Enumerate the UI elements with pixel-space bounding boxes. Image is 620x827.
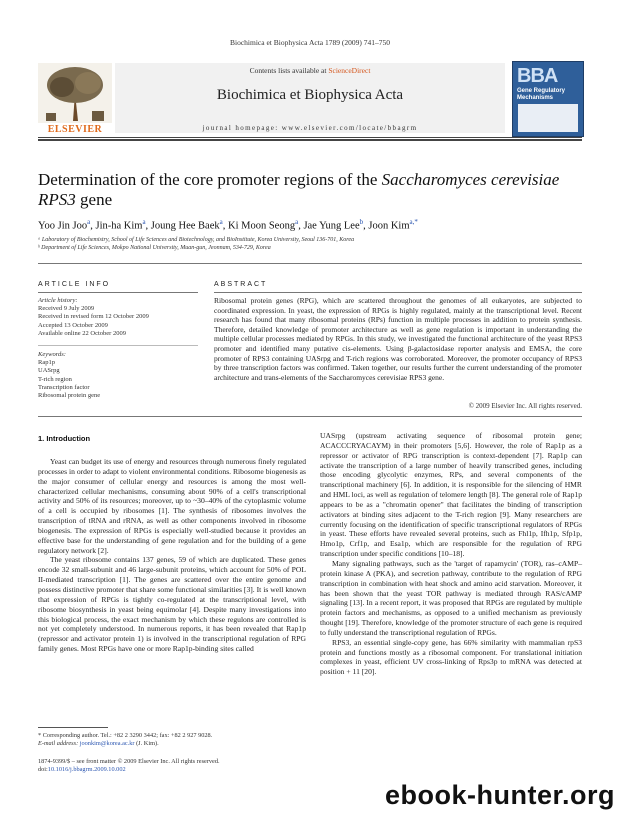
- abstract-rule: [214, 292, 582, 293]
- affiliation-rule: [38, 263, 582, 264]
- paragraph: Many signaling pathways, such as the 'target of rapamycin' (TOR), ras–cAMP–protein kinase A (PKA), and secretion pathway, contribute to the regulation of RPG transcription in combination with heat shock and amino acid starvation. Moreover, it has been shown that the yeast TOR pathway is mediated through RAS/cAMP signaling [13]. In a recent report, it was proposed that RPGs are regulated by multiple protein factors and mechanisms, as opposed to a unified mechanism as previously thought [19]. Therefore, knowledge of the promoter structure of each gene is required to fully understand the transcriptional regulation of RPGs.: [320, 558, 582, 637]
- affiliation-b: ᵇ Department of Life Sciences, Mokpo National University, Muan-gun, Jeonnam, 534-729, Korea: [38, 245, 271, 251]
- author-name[interactable]: Yoo Jin Joo: [38, 220, 88, 232]
- author-name[interactable]: Jae Yung Lee: [303, 220, 360, 232]
- footnote-rule: [38, 727, 108, 728]
- email-label: E-mail address:: [38, 740, 79, 747]
- keywords-heading: Keywords:: [38, 351, 66, 358]
- author-affil[interactable]: b: [359, 218, 364, 226]
- footnote: [38, 732, 306, 748]
- author-affil[interactable]: a,*: [409, 218, 418, 226]
- article-info-rule: [38, 292, 198, 293]
- watermark: ebook-hunter.org: [385, 780, 615, 810]
- keywords: [38, 351, 198, 400]
- header-rule: [38, 137, 582, 138]
- history-rule: [38, 345, 198, 346]
- body-column-right: [320, 431, 582, 677]
- history-line: Received 9 July 2009: [38, 305, 95, 313]
- author-affil[interactable]: a: [295, 218, 299, 226]
- cover-subtitle: Gene Regulatory Mechanisms: [517, 88, 566, 101]
- history-line: Accepted 13 October 2009: [38, 321, 108, 329]
- author-affil[interactable]: a: [142, 218, 146, 226]
- paragraph: Yeast can budget its use of energy and resources through numerous finely regulated processes in order to adapt to violent environmental conditions. Ribosome biogenesis as the major consumer of cellular energy and resources is among the most well-characterized cellular mechanisms, consuming about 90% of a cell's transcriptional activity and 50% of its resources; moreover, up to ~30–40% of the cytoplasmic volume of a cell is occupied by ribosomes [1]. The synthesis of ribosomes involves the transcription of tRNA and rRNA, as well as other components involved in ribosome biogenesis. The expression of RPGs is especially well-studied because it provides an effective base for the understanding of gene regulation and for the building of a gene regulatory network [2].: [38, 457, 306, 555]
- contents-text: Contents lists available at: [249, 66, 327, 75]
- cover-title: BBA: [517, 65, 558, 87]
- author-affil[interactable]: a: [87, 218, 91, 226]
- author-name[interactable]: Joon Kim: [368, 220, 410, 232]
- journal-cover: [512, 61, 584, 137]
- intro-heading: 1. Introduction: [38, 434, 91, 443]
- author-list: Yoo Jin Joo$^a$, Jin-ha Kim$^a$, Joung Hee Baek$^a$, Ki Moon Seong$^a$, Jae Yung Lee$^b$, Joon Kim$^{a,*}$: [38, 218, 418, 232]
- keyword-item: T-rich region: [38, 375, 72, 383]
- footnote-contact: * Corresponding author. Tel.: +82 2 3290 3442; fax: +82 2 927 9028.: [38, 732, 213, 739]
- doi-link[interactable]: 10.1016/j.bbagrm.2009.10.002: [47, 766, 126, 773]
- journal-title: Biochimica et Biophysica Acta: [216, 87, 404, 103]
- copyright: © 2009 Elsevier Inc. All rights reserved.: [468, 402, 582, 410]
- author-name[interactable]: Ki Moon Seong: [227, 220, 296, 232]
- contents-line: [115, 66, 505, 75]
- header-rule-thick: [38, 139, 582, 141]
- abstract-bottom-rule: [38, 416, 582, 417]
- keyword-item: Ribosomal protein gene: [38, 392, 101, 400]
- doi-label: doi:: [38, 766, 48, 773]
- article-info-label: ARTICLE INFO: [38, 281, 111, 288]
- issn-block: [38, 758, 306, 774]
- elsevier-wordmark: ELSEVIER: [47, 124, 103, 135]
- affiliation-a: ᵃ Laboratory of Biochemistry, School of Life Sciences and Biotechnology, and BioInstitute, Korea University, Seoul 136-701, Korea: [38, 237, 355, 243]
- keyword-item: Rap1p: [38, 359, 55, 367]
- email-suffix: (J. Kim).: [134, 740, 159, 747]
- abstract-text: Ribosomal protein genes (RPG), which are scattered throughout the genomes of all eukaryotes, are subjected to coordinated expression. In yeast, the expression of RPGs is highly regulated, mainly at the transcriptional level. Recent research has found that many ribosomal proteins (RPs) function in multiple processes in addition to protein synthesis. Therefore, detailed knowledge of promoter architecture as well as gene regulation is important in understanding the multiple cellular processes mediated by RPGs. In this study, we investigated the functional architecture of the yeast RPS3 promoter and identified many putative cis-elements. Using β-galactosidase reporter analysis and EMSA, the core promoter of RPS3 containing UASrpg and T-rich regions was corroborated. Moreover, the promoter occupancy of RPS3 by three transcription factors was confirmed. Taken together, our results further the current understanding of the promoter architecture and trans-elements of the Saccharomyces cerevisiae RPS3 gene.: [214, 296, 582, 382]
- history-heading: Article history:: [38, 297, 78, 304]
- body-column-left: [38, 457, 306, 654]
- article-title: [38, 170, 578, 210]
- history-line: Available online 22 October 2009: [38, 329, 126, 337]
- sciencedirect-link[interactable]: ScienceDirect: [328, 66, 371, 75]
- paragraph: RPS3, an essential single-copy gene, has 66% similarity with mammalian rpS3 protein and functions mostly as a ribosomal component. For translational initiation complexes in yeast, efficient UV cross-linking of Rps3p to mRNA was detected at position + 11 [20].: [320, 637, 582, 677]
- running-header: Biochimica et Biophysica Acta 1789 (2009) 741–750: [230, 38, 390, 47]
- author-affil[interactable]: a: [219, 218, 223, 226]
- footnote-email-line: [38, 740, 306, 748]
- doi-line: [38, 766, 306, 774]
- author-name[interactable]: Jin-ha Kim: [95, 220, 143, 232]
- abstract-label: ABSTRACT: [214, 281, 268, 288]
- email-link[interactable]: joonkim@korea.ac.kr: [79, 740, 135, 747]
- paragraph: UASrpg (upstream activating sequence of ribosomal protein gene; ACACCCRYACAYM) in their promoters [5,6]. However, the role of Rap1p as a repressor or activator of RPG transcription is context-dependent [7]. Rap1p can activate the transcription of a large number of heavily transcribed genes, including those encoding glycolytic enzymes, RPs, and several components of the transcriptional machinery [6]. In addition, it is responsible for the silencing of HMR and HML loci, as well as regulation of telomere length [8]. The general role of Rap1p appears to be as a "chromatin opener" that facilitates the binding of transcription activators at binding sites adjacent to the T-rich region [9]. Many researchers are currently focusing on the identification of specific transcriptional regulators of RPGs in yeast. These efforts have revealed several proteins, such as Fhl1p, Ifh1p, Sfp1p, Hmo1p, Crf1p, and Esa1p, which are responsible for the regulation of RPG transcription under specific conditions [10–18].: [320, 431, 582, 559]
- author-name[interactable]: Joung Hee Baek: [150, 220, 220, 232]
- title-suffix: gene: [75, 190, 113, 209]
- article-history: [38, 297, 198, 338]
- cover-artwork: [518, 104, 578, 132]
- title-species: Saccharomyces cerevisiae: [381, 170, 560, 189]
- title-prefix: Determination of the core promoter regions of the: [38, 170, 382, 189]
- keyword-item: Transcription factor: [38, 383, 90, 391]
- keyword-item: UASrpg: [38, 367, 60, 375]
- journal-homepage[interactable]: journal homepage: www.elsevier.com/locate/bbagrm: [202, 124, 418, 132]
- history-line: Received in revised form 12 October 2009: [38, 313, 149, 321]
- issn-line: 1874-9399/$ – see front matter © 2009 Elsevier Inc. All rights reserved.: [38, 758, 220, 765]
- title-gene: RPS3: [38, 190, 76, 209]
- paragraph: The yeast ribosome contains 137 genes, 59 of which are duplicated. These genes encode 32 small-subunit and 46 large-subunit proteins, which account for 50% of POL II-mediated transcription [1]. The genes are scattered over the entire genome and possess distinctive promoter that share some functional similarities [3]. It is well known that expression of RPGs is tightly co-regulated at the transcriptional level, with ribosome biosynthesis in yeast being equimolar [4]. Despite many investigations into this biological process, the exact mechanism by which these regulons are controlled is not yet completely understood. In numerous reports, it has been revealed that Rap1p (repressor and activator protein 1) is involved in the transcriptional regulation of RPG family genes. Most RPGs have one or more Rap1p-binding sites called: [38, 555, 306, 654]
